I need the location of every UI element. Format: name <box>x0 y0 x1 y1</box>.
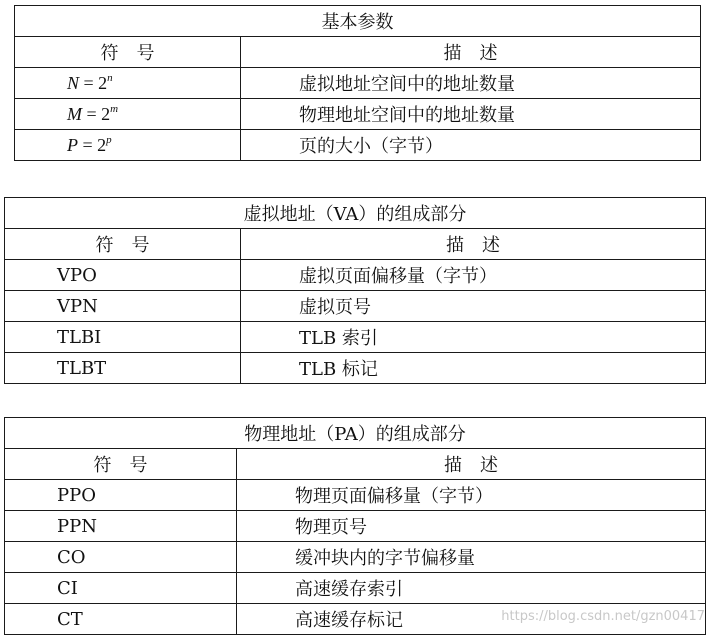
formula <box>67 135 112 155</box>
column-header-description: 描 述 <box>237 449 706 480</box>
watermark-url: https://blog.csdn.net/gzn00417 <box>501 609 705 624</box>
table-header-row <box>15 37 701 68</box>
formula-variable: N <box>67 72 80 93</box>
virtual-address-components-table <box>4 197 706 384</box>
table-row <box>5 322 706 353</box>
description-cell: 高速缓存索引 <box>237 573 706 604</box>
table-row <box>5 353 706 384</box>
symbol-cell: CT <box>5 604 237 635</box>
formula <box>67 104 118 124</box>
description-cell: 物理页面偏移量（字节） <box>237 480 706 511</box>
table-title: 虚拟地址（VA）的组成部分 <box>5 198 706 229</box>
formula-base: 2 <box>101 103 111 124</box>
formula-operator: = <box>78 134 98 155</box>
symbol-cell: VPN <box>5 291 241 322</box>
symbol-cell: CI <box>5 573 237 604</box>
table-row <box>5 260 706 291</box>
physical-address-components-table <box>4 417 706 635</box>
description-cell: 页的大小（字节） <box>241 130 701 161</box>
table-row <box>5 573 706 604</box>
description-cell: TLB 标记 <box>241 353 706 384</box>
formula-base: 2 <box>98 72 108 93</box>
basic-parameters-table <box>14 5 701 161</box>
table-row <box>15 130 701 161</box>
description-cell: 虚拟地址空间中的地址数量 <box>241 68 701 99</box>
formula-operator: = <box>79 72 99 93</box>
description-cell: 高速缓存标记 <box>237 604 706 635</box>
description-cell: 物理页号 <box>237 511 706 542</box>
description-cell: 虚拟页面偏移量（字节） <box>241 260 706 291</box>
formula-exponent: m <box>110 102 119 115</box>
symbol-cell <box>15 99 241 130</box>
table-row <box>5 511 706 542</box>
table-caption-row <box>5 198 706 229</box>
table-row <box>5 480 706 511</box>
table-row <box>5 291 706 322</box>
table-row <box>5 542 706 573</box>
symbol-cell <box>15 130 241 161</box>
formula-operator: = <box>82 103 102 124</box>
table-title: 物理地址（PA）的组成部分 <box>5 418 706 449</box>
table-title: 基本参数 <box>15 6 701 37</box>
symbol-cell <box>15 68 241 99</box>
formula-variable: P <box>67 134 78 155</box>
formula <box>67 73 113 93</box>
symbol-cell: PPN <box>5 511 237 542</box>
column-header-description: 描 述 <box>241 37 701 68</box>
description-cell: 物理地址空间中的地址数量 <box>241 99 701 130</box>
column-header-description: 描 述 <box>241 229 706 260</box>
formula-exponent: p <box>106 133 112 146</box>
table-header-row <box>5 449 706 480</box>
formula-base: 2 <box>97 134 107 155</box>
table-header-row <box>5 229 706 260</box>
column-header-symbol: 符 号 <box>5 229 241 260</box>
symbol-cell: PPO <box>5 480 237 511</box>
table-caption-row <box>5 418 706 449</box>
formula-variable: M <box>67 103 82 124</box>
symbol-cell: CO <box>5 542 237 573</box>
symbol-cell: TLBI <box>5 322 241 353</box>
description-cell: TLB 索引 <box>241 322 706 353</box>
formula-exponent: n <box>107 71 113 84</box>
table-row <box>15 68 701 99</box>
symbol-cell: VPO <box>5 260 241 291</box>
table-caption-row <box>15 6 701 37</box>
symbol-cell: TLBT <box>5 353 241 384</box>
column-header-symbol: 符 号 <box>15 37 241 68</box>
column-header-symbol: 符 号 <box>5 449 237 480</box>
table-row <box>15 99 701 130</box>
description-cell: 虚拟页号 <box>241 291 706 322</box>
description-cell: 缓冲块内的字节偏移量 <box>237 542 706 573</box>
